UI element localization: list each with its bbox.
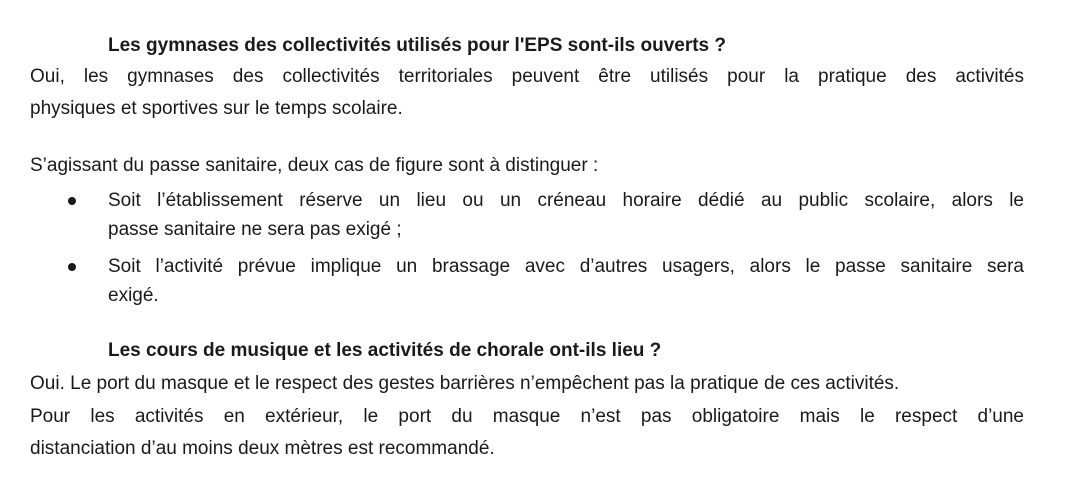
paragraph-line: physiques et sportives sur le temps scolaire. [30, 98, 403, 119]
list-item-line: Soit l’activité prévue implique un brassage avec d’autres usagers, alors le passe sanitaire sera [108, 256, 1024, 277]
paragraph-line: Oui, les gymnases des collectivités territoriales peuvent être utilisés pour la pratique des activités [30, 66, 1024, 87]
section-heading-gymnases: Les gymnases des collectivités utilisés pour l'EPS sont-ils ouverts ? [108, 35, 727, 56]
paragraph-line: distanciation d’au moins deux mètres est recommandé. [30, 438, 495, 459]
bullet-icon [68, 197, 76, 205]
list-item-line: exigé. [108, 285, 159, 306]
paragraph-line: Pour les activités en extérieur, le port du masque n’est pas obligatoire mais le respect d’une [30, 406, 1024, 427]
list-item-line: Soit l’établissement réserve un lieu ou un créneau horaire dédié au public scolaire, alors le [108, 190, 1024, 211]
list-item-line: passe sanitaire ne sera pas exigé ; [108, 219, 402, 240]
section-heading-musique: Les cours de musique et les activités de chorale ont-ils lieu ? [108, 340, 662, 361]
bullet-icon [68, 263, 76, 271]
paragraph-line: Oui. Le port du masque et le respect des gestes barrières n’empêchent pas la pratique de ces activités. [30, 373, 900, 394]
paragraph-intro: S’agissant du passe sanitaire, deux cas de figure sont à distinguer : [30, 155, 599, 176]
